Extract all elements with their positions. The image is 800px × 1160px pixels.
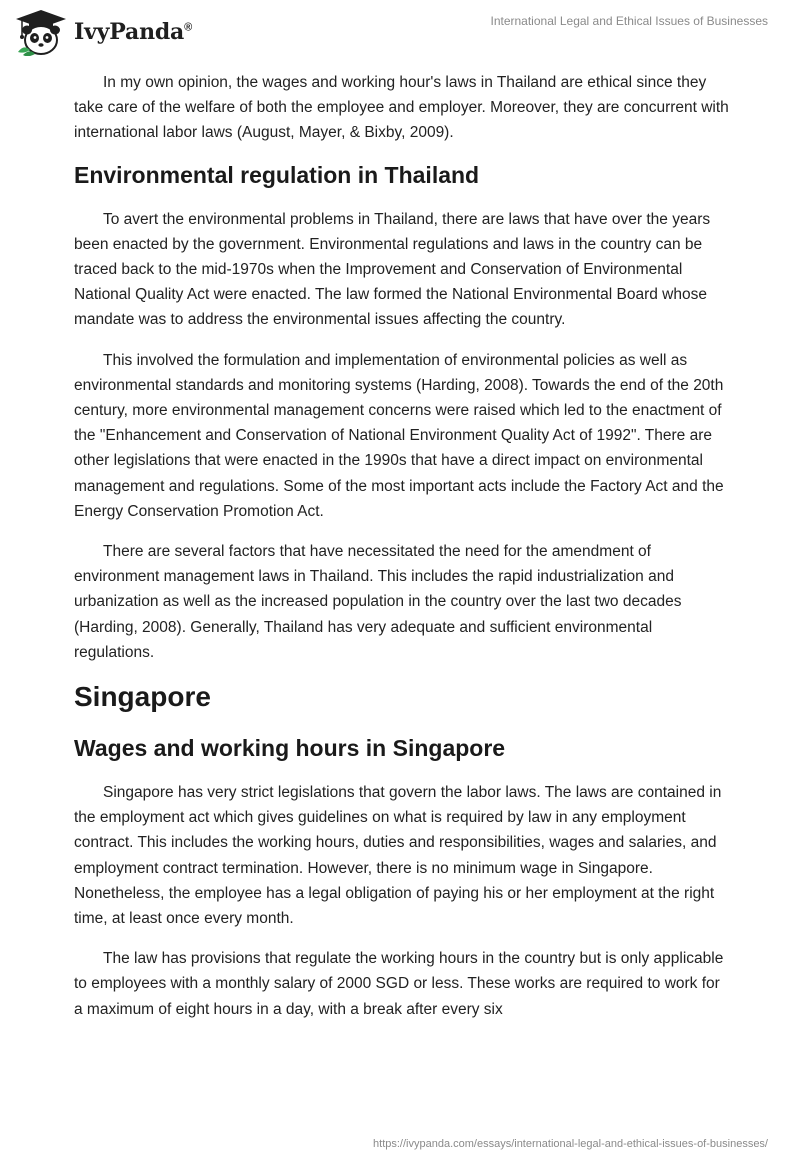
document-title: International Legal and Ethical Issues of Businesses bbox=[490, 14, 768, 28]
logo-wordmark: IvyPanda® bbox=[74, 19, 193, 45]
source-url[interactable]: https://ivypanda.com/essays/international-legal-and-ethical-issues-of-businesses/ bbox=[373, 1138, 768, 1150]
paragraph-wages-opinion: In my own opinion, the wages and working hour's laws in Thailand are ethical since they take care of the welfare of both the employee and employer. Moreover, they are concurrent with international labor laws (August, Mayer, & Bixby, 2009). bbox=[74, 74, 729, 142]
paragraph-environment-factors: There are several factors that have necessitated the need for the amendment of environment management laws in Thailand. This includes the rapid industrialization and urbanization as well as the increased population in the country over the last two decades (Harding, 2008). Generally, Thailand has very adequate and sufficient environmental regulations. bbox=[74, 543, 682, 661]
heading-singapore: Singapore bbox=[74, 681, 211, 713]
ivypanda-logo[interactable] bbox=[14, 8, 192, 56]
paragraph-environment-laws: To avert the environmental problems in Thailand, there are laws that have over the years been enacted by the government. Environmental regulations and laws in the country can be traced back to the mid-1970s when the Improvement and Conservation of Environmental National Quality Act were enacted. The law formed the National Environmental Board whose mandate was to address the environmental issues affecting the country. bbox=[74, 210, 711, 329]
heading-wages-singapore: Wages and working hours in Singapore bbox=[74, 735, 506, 762]
panda-graduate-icon bbox=[14, 8, 68, 56]
registered-mark: ® bbox=[184, 21, 193, 34]
article-body bbox=[74, 70, 730, 1037]
paragraph-singapore-hours: The law has provisions that regulate the working hours in the country but is only applicable to employees with a monthly salary of 2000 SGD or less. These works are required to work for a maximum of eight hours in a day, with a break after every six bbox=[74, 950, 724, 1018]
paragraph-singapore-labor: Singapore has very strict legislations that govern the labor laws. The laws are contained in the employment act which gives guidelines on what is required by law in any employment contract. This includes the working hours, duties and responsibilities, wages and salaries, and employment contract termination. However, there is no minimum wage in Singapore. Nonetheless, the employee has a legal obligation of paying his or her employment at the right time, at least once every month. bbox=[74, 784, 722, 928]
paragraph-environment-policies: This involved the formulation and implementation of environmental policies as well as environmental standards and monitoring systems (Harding, 2008). Towards the end of the 20th century, more environmental management concerns were raised which led to the enactment of the "Enhancement and Conservation of National Environment Quality Act of 1992". There are other legislations that were enacted in the 1990s that have a direct impact on environmental management and regulations. Some of the most important acts include the Factory Act and the Energy Conservation Promotion Act. bbox=[74, 351, 724, 520]
heading-environmental-regulation: Environmental regulation in Thailand bbox=[74, 161, 480, 188]
page-header bbox=[0, 0, 800, 64]
